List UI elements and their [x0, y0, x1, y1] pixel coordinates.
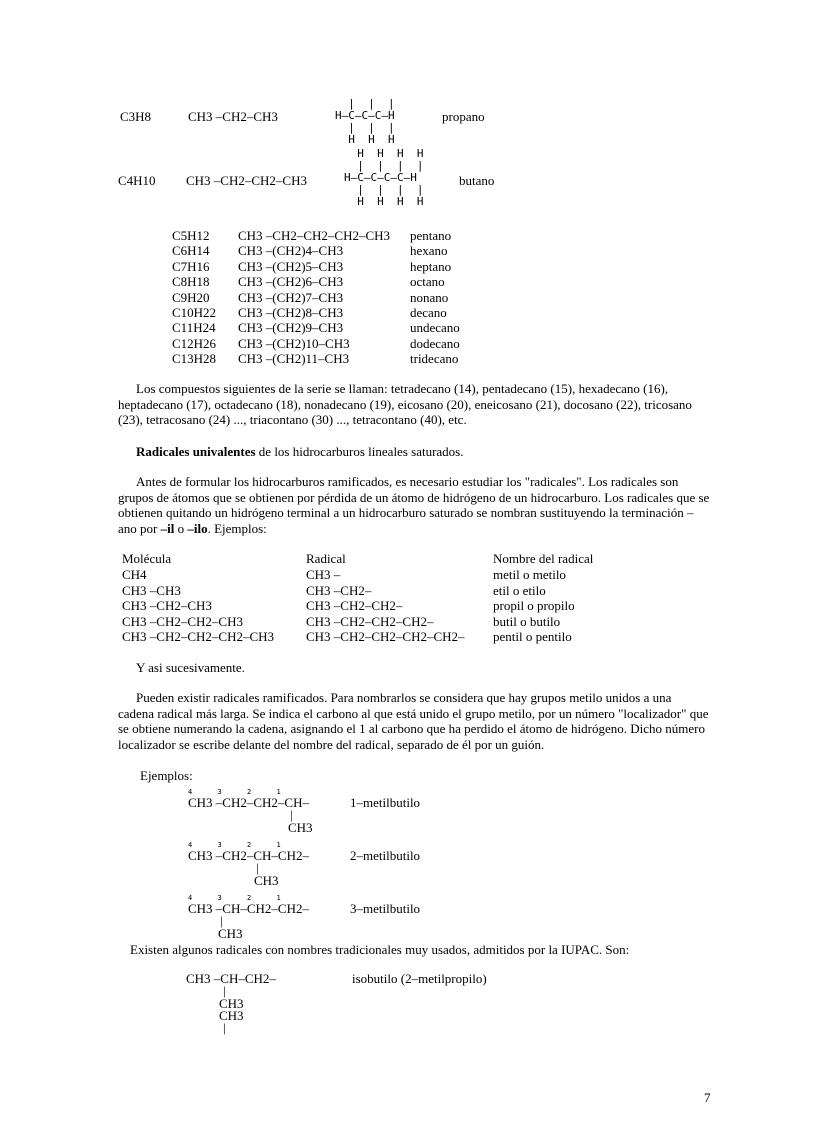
propane-name: propano: [442, 109, 485, 124]
alkane-condensed: CH3 –(CH2)8–CH3: [238, 305, 344, 320]
table-header: Nombre del radical: [493, 551, 594, 566]
alkane-name: tridecano: [410, 351, 459, 367]
branched-name: 3–metilbutilo: [350, 901, 421, 916]
page-number: 7: [704, 1090, 711, 1105]
isobutilo-chain: CH3 –CH–CH2–: [186, 971, 276, 986]
table-cell: propil o propilo: [493, 598, 575, 613]
locant-numbers: 4 3 2 1: [188, 894, 281, 902]
locant-numbers: 4 3 2 1: [188, 788, 281, 796]
isobutilo-sub-2: CH3: [219, 1008, 244, 1023]
alkane-name: heptano: [410, 258, 452, 274]
table-cell: metil o metilo: [493, 567, 566, 582]
table-cell: CH3 –CH2–CH3: [122, 598, 212, 613]
table-cell: CH3 –CH2–CH2–CH2–: [306, 613, 434, 629]
table-cell: CH3 –CH2–: [306, 582, 372, 598]
alkane-name: dodecano: [410, 335, 460, 351]
butane-condensed: CH3 –CH2–CH2–CH3: [186, 173, 307, 188]
alkane-condensed: CH3 –(CH2)11–CH3: [238, 351, 350, 367]
isobutilo-sub-1: CH3: [219, 996, 244, 1011]
alkane-name: undecano: [410, 320, 460, 336]
butane-drawing: H H H H | | | | H–C–C–C–C–H | | | | H H H H: [344, 147, 424, 208]
alkane-condensed: CH3 –(CH2)6–CH3: [238, 274, 344, 290]
locant-numbers: 4 3 2 1: [188, 841, 281, 849]
table-cell: CH3 –CH2–CH2–CH2–CH3: [122, 629, 275, 644]
alkane-condensed: CH3 –(CH2)4–CH3: [238, 243, 344, 259]
branched-chain: CH3 –CH2–CH2–CH–: [188, 795, 309, 810]
alkane-formula: C8H18: [172, 274, 210, 290]
table-cell: butil o butilo: [493, 613, 561, 629]
table-cell: CH3 –: [306, 567, 341, 582]
alkane-condensed: CH3 –CH2–CH2–CH2–CH3: [238, 228, 391, 243]
alkane-formula: C13H28: [172, 351, 217, 367]
isobutilo-bar-2: |: [223, 1020, 226, 1035]
propane-drawing: | | | H–C–C–C–H | | | H H H: [335, 97, 395, 146]
alkane-condensed: CH3 –(CH2)9–CH3: [238, 320, 344, 336]
ejemplos-label: Ejemplos:: [140, 768, 193, 783]
alkane-formula: C12H26: [172, 335, 217, 351]
isobutilo-bar-1: |: [223, 983, 226, 998]
table-cell: CH3 –CH2–CH2–CH2–CH2–: [306, 629, 465, 644]
branched-name: 1–metilbutilo: [350, 795, 421, 810]
branched-bar: |: [256, 860, 259, 875]
alkane-formula: C6H14: [172, 243, 210, 259]
alkane-name: nonano: [410, 289, 449, 305]
propane-formula: C3H8: [120, 109, 152, 124]
table-cell: CH3 –CH3: [122, 582, 181, 598]
branched-name: 2–metilbutilo: [350, 848, 421, 863]
branched-bar: |: [220, 913, 223, 928]
branched-sub: CH3: [218, 926, 243, 941]
branched-sub: CH3: [288, 820, 313, 835]
alkane-name: pentano: [410, 228, 452, 243]
section-heading: Radicales univalentes de los hidrocarburos lineales saturados.: [136, 444, 464, 459]
table-cell: pentil o pentilo: [493, 629, 572, 644]
branched-paragraph: Pueden existir radicales ramificados. Para nombrarlos se considera que hay grupos metilo unidos a una cadena radical más larga. Se indica el carbono al que está unido el grupo metilo, por un número "localizador" que se obtiene numerando la cadena, asignando el 1 al carbono que ha perdido el átomo de hidrógeno. Dicho número localizador se escribe delante del nombre del radical, separado de él por un guión.: [118, 690, 709, 752]
alkane-formula: C11H24: [172, 320, 216, 336]
table-header: Radical: [306, 551, 346, 566]
alkane-formula: C7H16: [172, 258, 210, 274]
series-paragraph: Los compuestos siguientes de la serie se llaman: tetradecano (14), pentadecano (15), hexadecano (16), heptadecano (17), octadecano (18), nonadecano (19), eicosano (20), eneicosano (21), docosano (22), tricosano (23), tetracosano (24) ..., triacontano (30) ..., tetracontano (40), etc.: [118, 381, 692, 427]
butane-name: butano: [459, 173, 495, 188]
alkane-name: decano: [410, 305, 447, 320]
branched-bar: |: [290, 807, 293, 822]
traditional-paragraph: Existen algunos radicales con nombres tradicionales muy usados, admitidos por la IUPAC. Son:: [130, 942, 630, 957]
table-cell: CH3 –CH2–CH2–CH3: [122, 613, 243, 629]
alkane-condensed: CH3 –(CH2)5–CH3: [238, 258, 344, 274]
butane-formula: C4H10: [118, 173, 156, 188]
alkane-condensed: CH3 –(CH2)10–CH3: [238, 335, 350, 351]
table-header: Molécula: [122, 551, 172, 566]
alkane-name: hexano: [410, 243, 448, 259]
alkane-condensed: CH3 –(CH2)7–CH3: [238, 289, 344, 305]
branched-sub: CH3: [254, 873, 279, 888]
table-cell: CH3 –CH2–CH2–: [306, 598, 403, 613]
table-cell: CH4: [122, 567, 147, 582]
branched-chain: CH3 –CH2–CH–CH2–: [188, 848, 309, 863]
y-asi-text: Y asi sucesivamente.: [136, 660, 245, 675]
alkane-formula: C5H12: [172, 228, 210, 243]
alkane-name: octano: [410, 274, 445, 290]
alkane-formula: C10H22: [172, 305, 217, 320]
isobutilo-name: isobutilo (2–metilpropilo): [352, 971, 487, 986]
radicals-paragraph: Antes de formular los hidrocarburos ramificados, es necesario estudiar los "radicales". Los radicales son grupos de átomos que se obtienen por pérdida de un átomo de hidrógeno de un hidrocarburo. Los radicales que se obtienen quitando un hidrógeno terminal a un hidrocarburo saturado se nombran sustituyendo la terminación –ano por –il o –ilo. Ejemplos:: [118, 474, 710, 536]
table-cell: etil o etilo: [493, 582, 546, 598]
branched-chain: CH3 –CH–CH2–CH2–: [188, 901, 309, 916]
propane-condensed: CH3 –CH2–CH3: [188, 109, 278, 124]
alkane-formula: C9H20: [172, 289, 210, 305]
